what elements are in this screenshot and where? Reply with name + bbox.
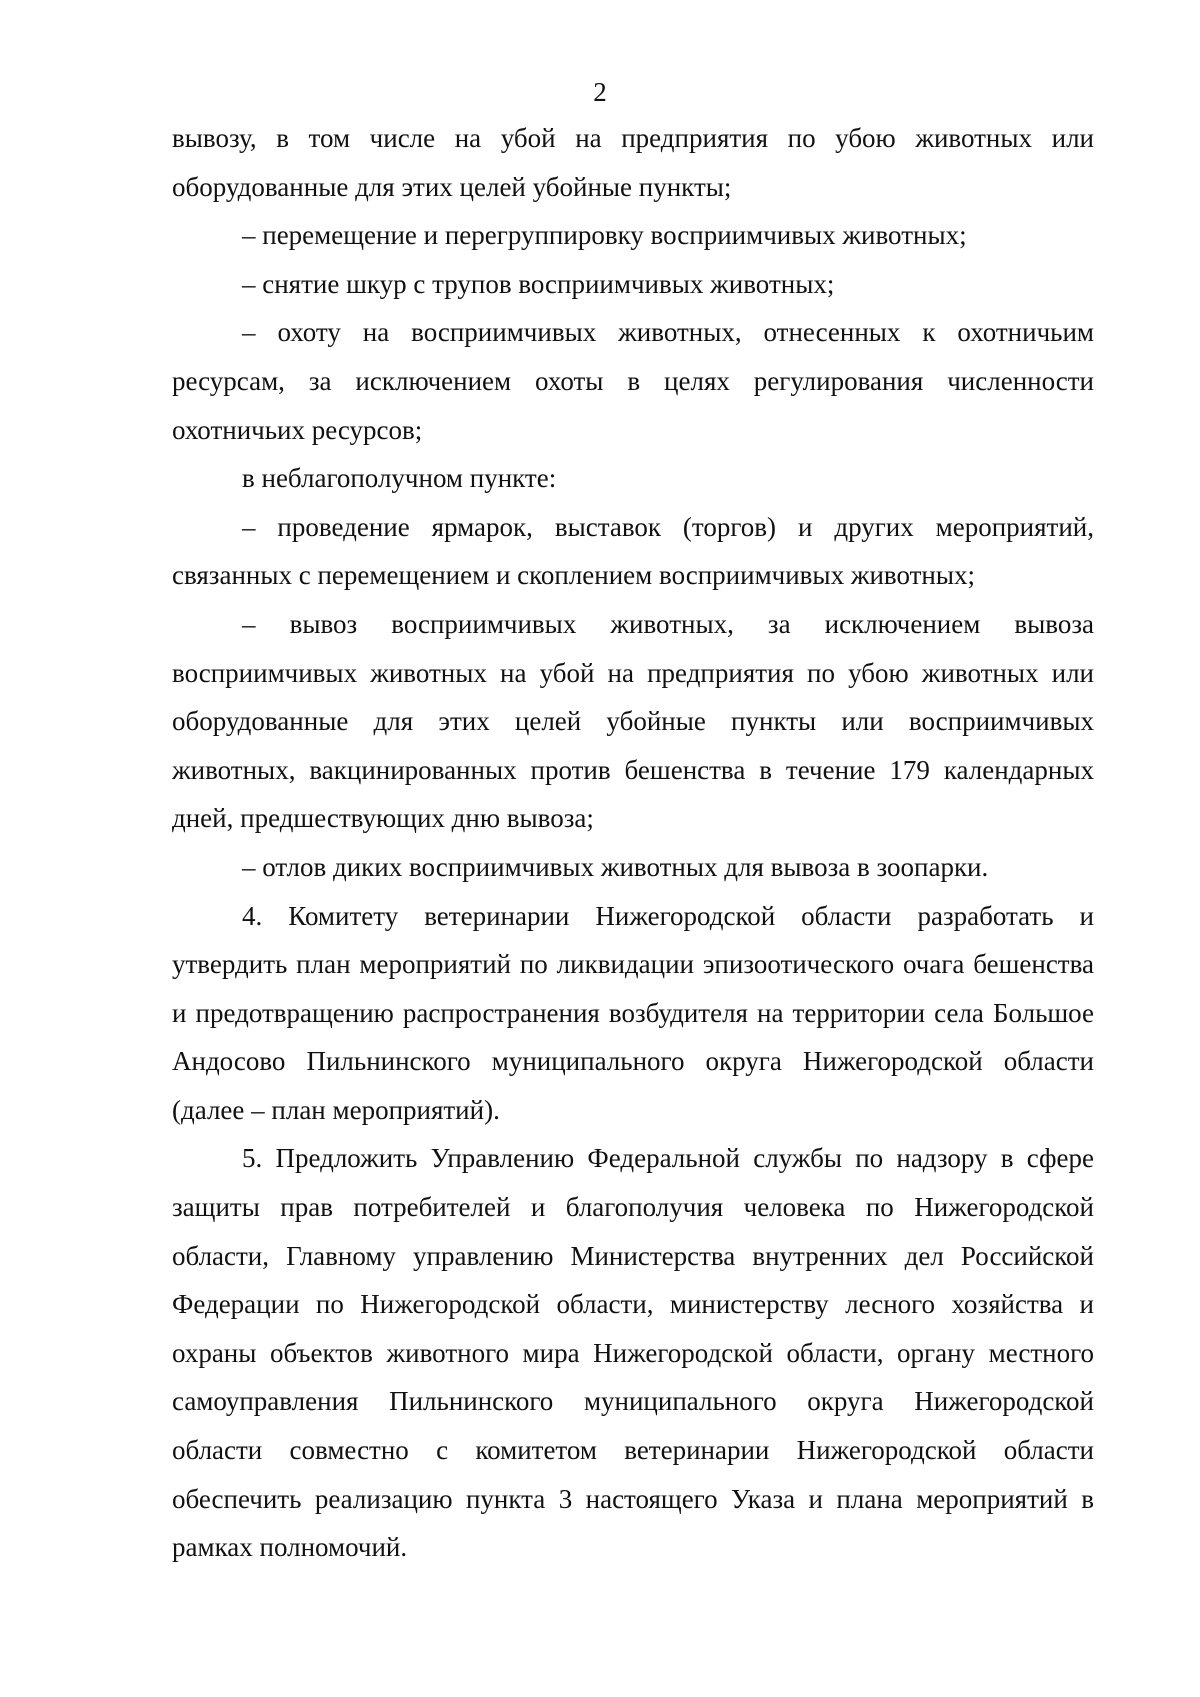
paragraph-continuation: вывозу, в том числе на убой на предприятия по убою животных или оборудованные для этих целей убойные пункты; (172, 123, 1094, 202)
list-item-regrouping: – перемещение и перегруппировку восприимчивых животных; (242, 220, 967, 251)
clause-4: 4. Комитету ветеринарии Нижегородской области разработать и утвердить план мероприятий по ликвидации эпизоотического очага бешенства и предотвращению распространения возбудителя на территории села Большое Андосово Пильнинского муниципального округа Нижегородской области (далее – план мероприятий). (172, 900, 1094, 1125)
clause-5: 5. Предложить Управлению Федеральной службы по надзору в сфере защиты прав потребителей и благополучия человека по Нижегородской области, Главному управлению Министерства внутренних дел Российской Федерации по Нижегородской области, министерству лесного хозяйства и охраны объектов животного мира Нижегородской области, органу местного самоуправления Пильнинского муниципального округа Нижегородской области совместно с комитетом ветеринарии Нижегородской области обеспечить реализацию пункта 3 настоящего Указа и плана мероприятий в рамках полномочий. (172, 1143, 1094, 1563)
section-heading-unfavorable-point: в неблагополучном пункте: (242, 463, 557, 494)
list-item-fairs: – проведение ярмарок, выставок (торгов) и других мероприятий, связанных с перемещением и скоплением восприимчивых животных; (172, 511, 1094, 591)
list-item-export: – вывоз восприимчивых животных, за исключением вывоза восприимчивых животных на убой на предприятия по убою животных или оборудованные для этих целей убойные пункты или восприимчивых животных, вакцинированных против бешенства в течение 179 календарных дней, предшествующих дню вывоза; (172, 608, 1094, 834)
list-item-capture: – отлов диких восприимчивых животных для вывоза в зоопарки. (242, 851, 989, 882)
document-body (172, 114, 1094, 1572)
list-item-skinning: – снятие шкур с трупов восприимчивых животных; (242, 268, 835, 299)
page-number: 2 (593, 77, 607, 107)
list-item-hunting: – охоту на восприимчивых животных, отнесенных к охотничьим ресурсам, за исключением охоты в целях регулирования численности охотничьих ресурсов; (172, 317, 1094, 445)
